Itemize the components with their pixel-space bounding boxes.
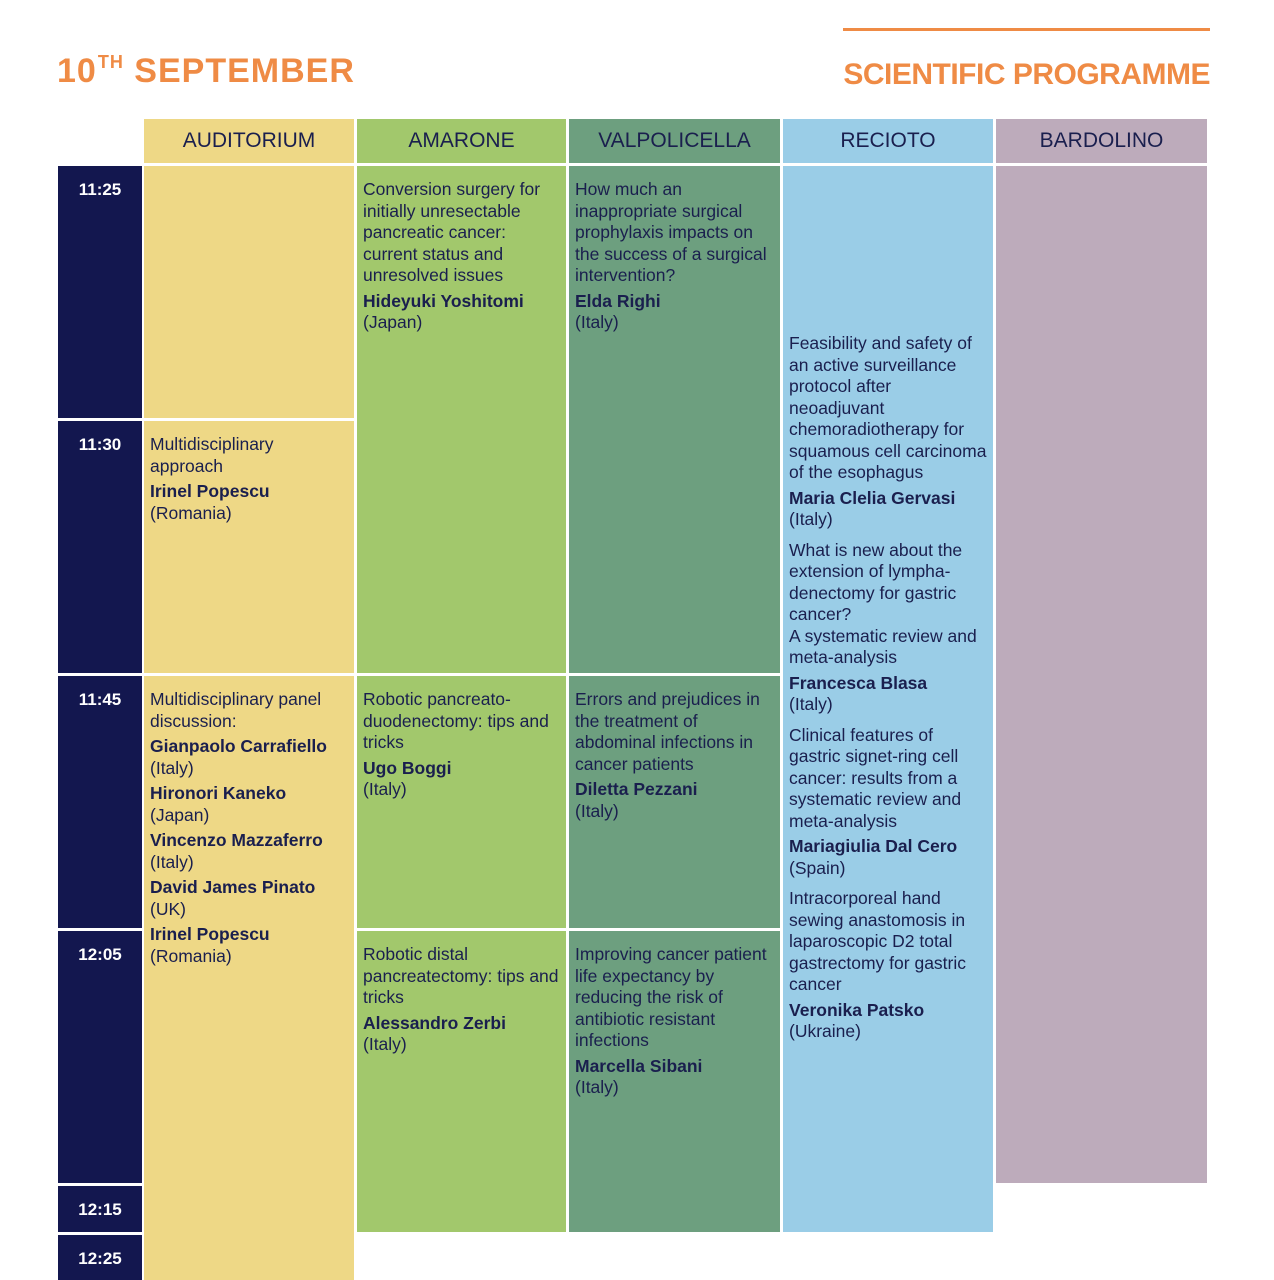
speaker-name: Hironori Kaneko	[150, 783, 287, 803]
room-header-recioto: RECIOTO	[783, 119, 993, 163]
time-slot: 11:25	[58, 166, 142, 418]
time-slot: 11:30	[58, 421, 142, 673]
session-subtitle: A systematic review and meta-analysis	[789, 625, 977, 667]
speaker-country: (UK)	[150, 898, 186, 919]
session-title: Multidisciplinary approach	[150, 434, 274, 476]
time-slot: 12:05	[58, 931, 142, 1183]
speaker-name: Elda Righi	[575, 290, 661, 311]
auditorium-empty-cell	[144, 166, 354, 418]
session-title: How much an inappropriate surgical prophylaxis impacts on the success of a surgical intervention?	[575, 179, 767, 285]
recioto-sessions	[783, 166, 993, 1232]
speaker-country: (Italy)	[575, 1077, 619, 1097]
session-title: Intracorporeal hand sewing anastomosis in laparoscopic D2 total gastrectomy for gastric cancer	[789, 888, 966, 994]
session-title: Errors and prejudices in the treatment of abdominal infections in cancer patients	[575, 689, 760, 774]
speaker-country: (Italy)	[789, 694, 833, 714]
date-day: 10	[57, 52, 97, 90]
time-slot: 12:15	[58, 1186, 142, 1232]
speaker-name: Alessandro Zerbi	[363, 1012, 506, 1033]
speaker-name: Hideyuki Yoshitomi	[363, 290, 524, 311]
speaker-name: Marcella Sibani	[575, 1055, 703, 1076]
bardolino-empty-cell	[996, 166, 1207, 1183]
session-title: Robotic pancreato-duodenectomy: tips and tricks	[363, 689, 549, 752]
amarone-session	[357, 166, 566, 673]
room-header-valpolicella: VALPOLICELLA	[569, 119, 780, 163]
speaker-country: (Japan)	[150, 804, 210, 825]
auditorium-session	[144, 421, 354, 673]
session-title: What is new about the extension of lympha-denectomy for gastric cancer?	[789, 539, 963, 624]
speaker-name: David James Pinato	[150, 877, 316, 897]
speaker-country: (Italy)	[575, 800, 619, 821]
speaker-name: Irinel Popescu	[150, 481, 270, 501]
time-slot: 11:45	[58, 676, 142, 928]
speaker-name: Diletta Pezzani	[575, 779, 698, 799]
session-title: Robotic distal pancreatectomy: tips and tricks	[363, 944, 559, 1007]
speaker-country: (Romania)	[150, 502, 232, 523]
room-header-bardolino: BARDOLINO	[996, 119, 1207, 163]
speaker-country: (Italy)	[150, 757, 194, 778]
speaker-country: (Spain)	[789, 857, 846, 878]
speaker-name: Gianpaolo Carrafiello	[150, 736, 327, 756]
speaker-name: Mariagiulia Dal Cero	[789, 836, 958, 856]
speaker-country: (Japan)	[363, 312, 423, 332]
time-slot: 12:25	[58, 1235, 142, 1280]
speaker-country: (Italy)	[789, 509, 833, 529]
speaker-country: (Italy)	[363, 779, 407, 799]
speaker-name: Irinel Popescu	[150, 924, 270, 944]
date-suffix: TH	[97, 52, 124, 72]
speaker-country: (Italy)	[150, 851, 194, 872]
amarone-session	[357, 931, 566, 1232]
session-title: Feasibility and safety of an active surveillance protocol after neoadjuvant chemoradiotherapy for squamous cell carcinoma of the esophagus	[789, 333, 987, 482]
header-rule	[843, 28, 1210, 31]
session-title: Conversion surgery for initially unresectable pancreatic cancer: current status and unresolved issues	[363, 179, 541, 285]
page-title: SCIENTIFIC PROGRAMME	[843, 58, 1210, 91]
speaker-country: (Ukraine)	[789, 1021, 861, 1041]
speaker-country: (Italy)	[575, 312, 619, 332]
speaker-country: (Romania)	[150, 945, 232, 966]
auditorium-panel	[144, 676, 354, 1280]
speaker-name: Ugo Boggi	[363, 757, 452, 778]
speaker-name: Francesca Blasa	[789, 672, 928, 693]
speaker-name: Veronika Patsko	[789, 999, 925, 1020]
date-month: SEPTEMBER	[134, 52, 355, 90]
amarone-session	[357, 676, 566, 928]
speaker-name: Vincenzo Mazzaferro	[150, 830, 323, 850]
session-title: Multidisciplinary panel discussion:	[150, 689, 322, 731]
valpolicella-session	[569, 676, 780, 928]
page-date	[57, 52, 355, 91]
session-title: Clinical features of gastric signet-ring cell cancer: results from a systematic review and meta-analysis	[789, 724, 962, 831]
room-header-auditorium: AUDITORIUM	[144, 119, 354, 163]
room-header-amarone: AMARONE	[357, 119, 566, 163]
valpolicella-session	[569, 931, 780, 1232]
valpolicella-session	[569, 166, 780, 673]
speaker-country: (Italy)	[363, 1034, 407, 1054]
speaker-name: Maria Clelia Gervasi	[789, 487, 956, 508]
session-title: Improving cancer patient life expectancy by reducing the risk of antibiotic resistant infections	[575, 944, 767, 1050]
